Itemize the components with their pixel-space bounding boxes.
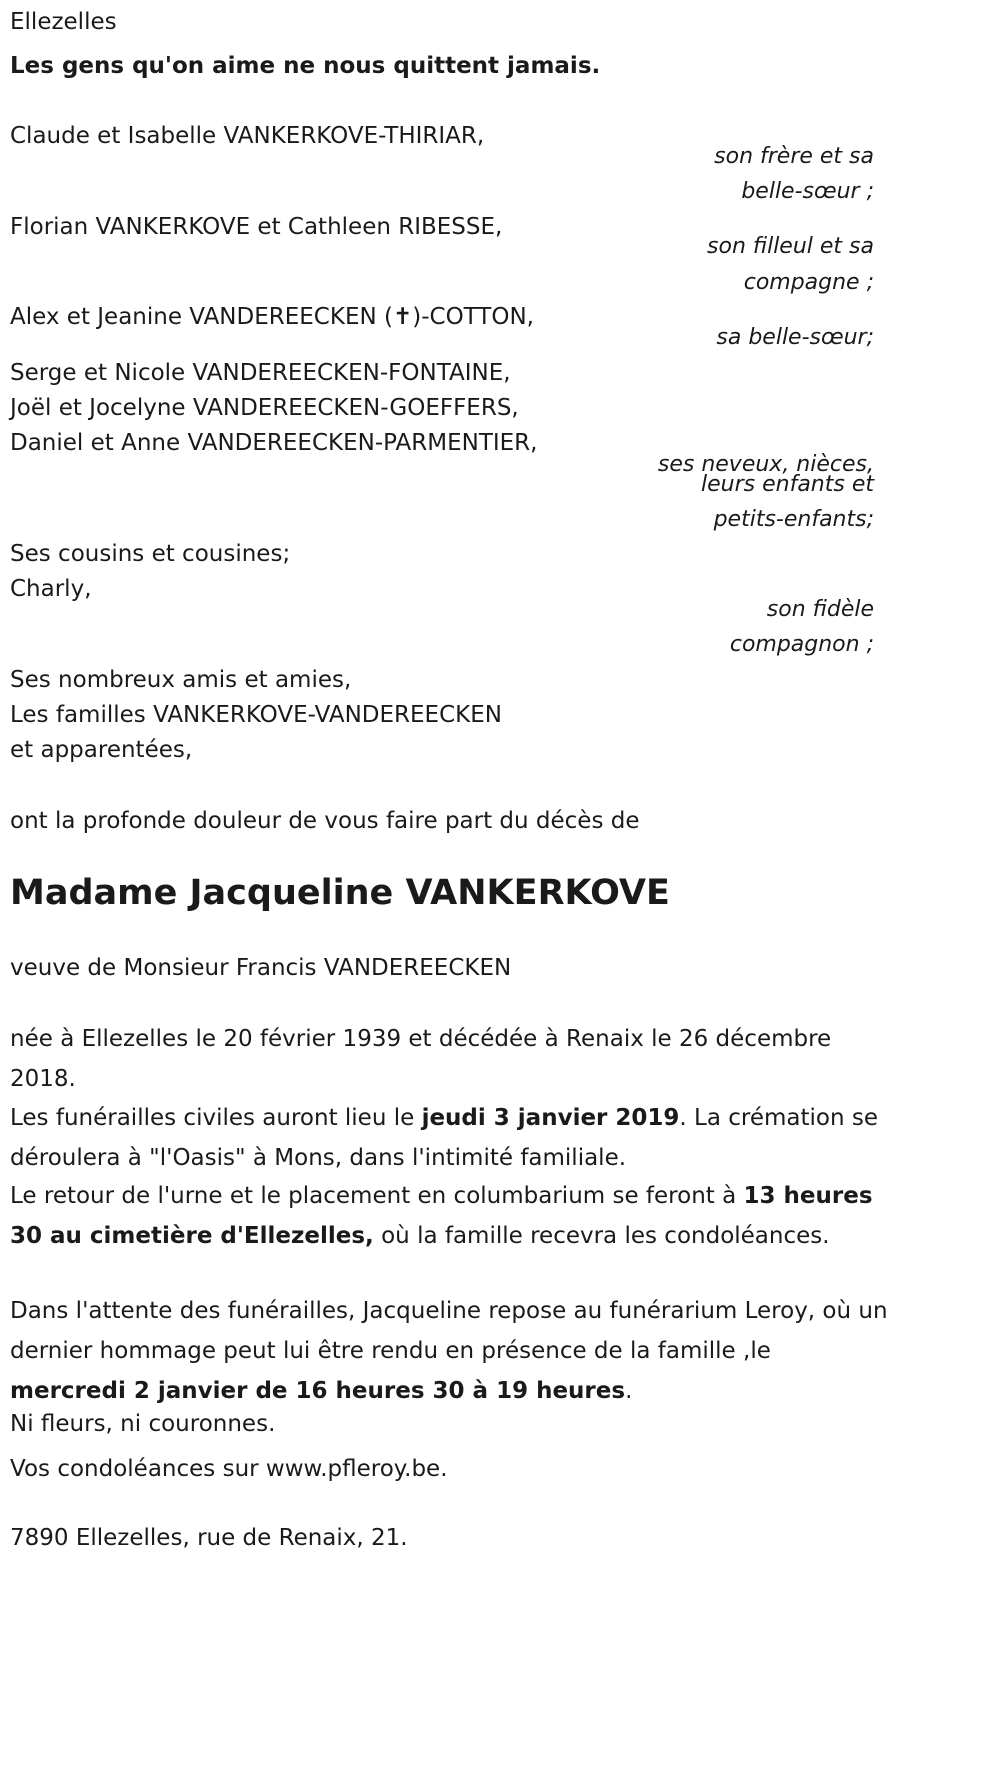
relation-line: son fidèle — [766, 597, 874, 622]
funerarium-paragraph: Dans l'attente des funérailles, Jacqueline repose au funérarium Leroy, où un dernier hommage peut lui être rendu en présence de la famille ,le mercredi 2 janvier de 16 heures 30 à 19 heures. — [10, 1298, 888, 1404]
family-line: Claude et Isabelle VANKERKOVE-THIRIAR, — [10, 123, 485, 149]
birth-death-text: née à Ellezelles le 20 février 1939 et décédée à Renaix le 26 décembre 2018. — [10, 1026, 832, 1092]
family-line: Joël et Jocelyne VANDEREECKEN-GOEFFERS, — [10, 395, 519, 421]
flowers-note: Ni fleurs, ni couronnes. — [10, 1411, 276, 1437]
urn-paragraph: Le retour de l'urne et le placement en columbarium se feront à 13 heures 30 au cimetière d'Ellezelles, où la famille recevra les condoléances. — [10, 1183, 873, 1249]
family-line: Charly, — [10, 576, 92, 602]
funeral-paragraph: Les funérailles civiles auront lieu le jeudi 3 janvier 2019. La crémation se déroulera à "l'Oasis" à Mons, dans l'intimité familiale. — [10, 1105, 879, 1171]
relation-line: ses neveux, nièces, — [657, 452, 874, 477]
condolences-note: Vos condoléances sur www.pfleroy.be. — [10, 1456, 448, 1482]
announcement-intro: ont la profonde douleur de vous faire part du décès de — [10, 808, 640, 834]
relation-line: belle-sœur ; — [741, 179, 874, 204]
family-line: Les familles VANKERKOVE-VANDEREECKEN — [10, 702, 502, 728]
relation-line: compagne ; — [743, 270, 874, 295]
relation-line: petits-enfants; — [713, 507, 874, 532]
town-name: Ellezelles — [10, 9, 117, 35]
family-line: et apparentées, — [10, 737, 193, 763]
family-line: Ses cousins et cousines; — [10, 541, 291, 567]
relation-line: son filleul et sa — [707, 234, 874, 259]
family-line: Ses nombreux amis et amies, — [10, 667, 352, 693]
family-line: Florian VANKERKOVE et Cathleen RIBESSE, — [10, 214, 503, 240]
relation-line: sa belle-sœur; — [716, 325, 874, 350]
family-line: Alex et Jeanine VANDEREECKEN (✝)-COTTON, — [10, 304, 534, 330]
relation-line: compagnon ; — [729, 632, 874, 657]
family-line: Serge et Nicole VANDEREECKEN-FONTAINE, — [10, 360, 511, 386]
widow-of: veuve de Monsieur Francis VANDEREECKEN — [10, 955, 512, 981]
address: 7890 Ellezelles, rue de Renaix, 21. — [10, 1525, 408, 1551]
relation-line: son frère et sa — [714, 144, 874, 169]
motto: Les gens qu'on aime ne nous quittent jamais. — [10, 53, 601, 79]
relation-line: leurs enfants et — [701, 472, 874, 497]
family-line: Daniel et Anne VANDEREECKEN-PARMENTIER, — [10, 430, 538, 456]
deceased-name: Madame Jacqueline VANKERKOVE — [10, 873, 670, 913]
